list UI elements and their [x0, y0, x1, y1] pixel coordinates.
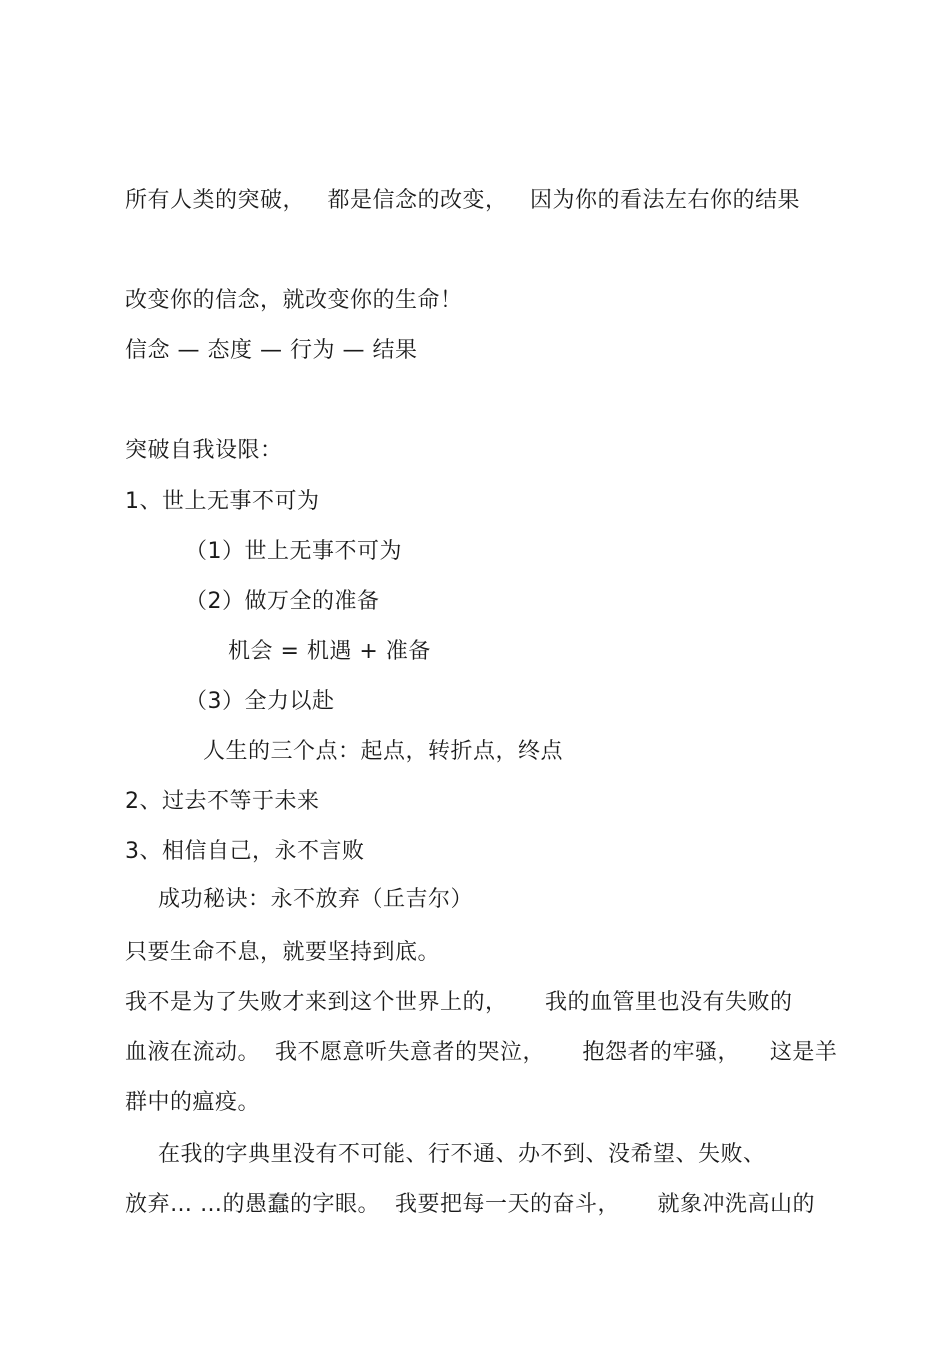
- list-item-1: 1、世上无事不可为: [125, 489, 320, 514]
- list-item-3: 3、相信自己，永不言败: [125, 839, 365, 864]
- paragraph-belief-chain: 信念 — 态度 — 行为 — 结果: [125, 338, 418, 363]
- paragraph-change-belief: 改变你的信念，就改变你的生命！: [125, 288, 463, 313]
- paragraph-body-line-1: 我不是为了失败才来到这个世界上的， 我的血管里也没有失败的: [125, 990, 793, 1015]
- paragraph-breakthrough: 所有人类的突破， 都是信念的改变， 因为你的看法左右你的结果: [125, 188, 800, 213]
- paragraph-body-line-3: 群中的瘟疫。: [125, 1090, 261, 1115]
- opportunity-formula: 机会 = 机遇 + 准备: [228, 639, 431, 664]
- sub-item-1: （1）世上无事不可为: [185, 539, 402, 564]
- section-heading: 突破自我设限：: [125, 438, 283, 463]
- paragraph-dictionary-line-2: 放弃… …的愚蠢的字眼。 我要把每一天的奋斗， 就象冲洗高山的: [125, 1192, 815, 1217]
- paragraph-persist: 只要生命不息，就要坚持到底。: [125, 940, 441, 965]
- sub-item-2: （2）做万全的准备: [185, 589, 380, 614]
- three-points-note: 人生的三个点：起点，转折点，终点: [203, 739, 564, 764]
- sub-item-3: （3）全力以赴: [185, 689, 335, 714]
- paragraph-dictionary-line-1: 在我的字典里没有不可能、行不通、办不到、没希望、失败、: [158, 1142, 766, 1167]
- paragraph-body-line-2: 血液在流动。 我不愿意听失意者的哭泣， 抱怨者的牢骚， 这是羊: [125, 1040, 838, 1065]
- success-secret: 成功秘诀：永不放弃（丘吉尔）: [158, 887, 474, 912]
- list-item-2: 2、过去不等于未来: [125, 789, 320, 814]
